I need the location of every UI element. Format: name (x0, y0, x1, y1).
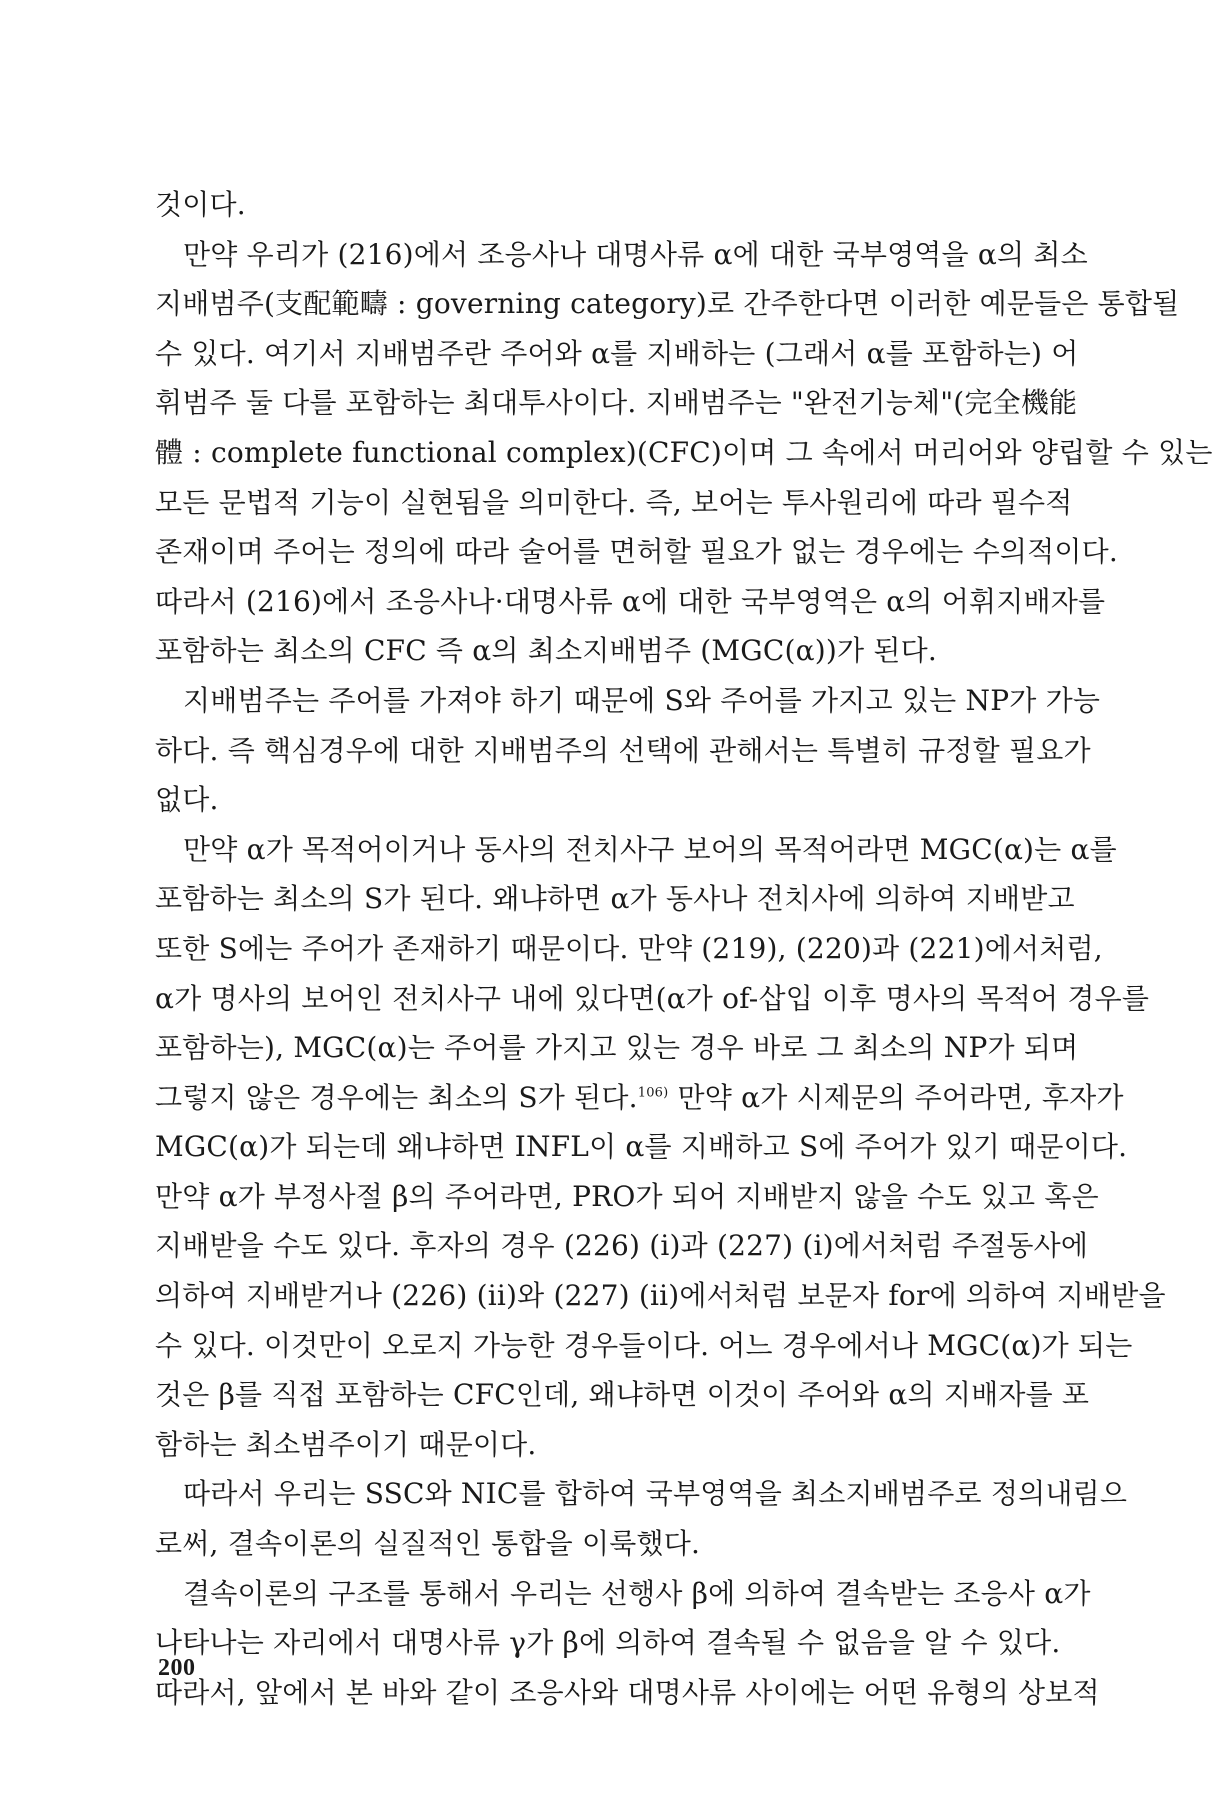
text-line-content: 수 있다. 여기서 지배범주란 주어와 α를 지배하는 (그래서 α를 포함하는) 어 (155, 336, 1079, 370)
text-line-content: 만약 우리가 (216)에서 조응사나 대명사류 α에 대한 국부영역을 α의 최소 (183, 237, 1088, 271)
text-line (155, 1668, 1100, 1718)
text-line-content: 존재이며 주어는 정의에 따라 술어를 면허할 필요가 없는 경우에는 수의적이다. (155, 535, 1118, 569)
text-line (155, 329, 1079, 379)
text-line-content: 따라서 우리는 SSC와 NIC를 합하여 국부영역을 최소지배범주로 정의내림으 (183, 1477, 1128, 1511)
text-line (155, 1519, 1035, 1569)
text-line-content: 지배범주(支配範疇 : governing category)로 간주한다면 이러한 예문들은 통합될 (155, 287, 1180, 321)
text-line (155, 1321, 1133, 1371)
text-line-content: 지배받을 수도 있다. 후자의 경우 (226) (i)과 (227) (i)에서처럼 주절동사에 (155, 1229, 1089, 1263)
text-line (155, 726, 1091, 776)
text-line-content: 포함하는 최소의 CFC 즉 α의 최소지배범주 (MGC(α))가 된다. (155, 634, 937, 668)
text-line-content: 모든 문법적 기능이 실현됨을 의미한다. 즉, 보어는 투사원리에 따라 필수적 (155, 485, 1073, 519)
text-line-content: 따라서, 앞에서 본 바와 같이 조응사와 대명사류 사이에는 어떤 유형의 상보적 (155, 1675, 1100, 1709)
text-line-content: 포함하는 최소의 S가 된다. 왜냐하면 α가 동사나 전치사에 의하여 지배받고 (155, 882, 1075, 916)
text-line (155, 230, 1088, 280)
text-line-content: 없다. (155, 783, 219, 817)
text-line-content: 함하는 최소범주이기 때문이다. (155, 1427, 537, 1461)
text-line-content: 만약 α가 목적어이거나 동사의 전치사구 보어의 목적어라면 MGC(α)는 α를 (183, 832, 1117, 866)
footnote-marker: 106) (637, 1085, 669, 1101)
text-line-content: 의하여 지배받거나 (226) (ii)와 (227) (ii)에서처럼 보문자 for에 의하여 지배받을 (155, 1279, 1166, 1313)
text-line (155, 626, 1035, 676)
text-line (155, 1122, 1128, 1172)
text-line (155, 1569, 1091, 1619)
text-line-content: 나타나는 자리에서 대명사류 γ가 β에 의하여 결속될 수 없음을 알 수 있다. (155, 1626, 1061, 1660)
text-line (155, 1370, 1090, 1420)
text-line (155, 924, 1103, 974)
text-line-content: 것이다. (155, 188, 246, 221)
text-line (155, 180, 1035, 230)
text-line-content: 것은 β를 직접 포함하는 CFC인데, 왜냐하면 이것이 주어와 α의 지배자를 포 (155, 1378, 1090, 1412)
text-line (155, 378, 1078, 428)
text-line (155, 527, 1118, 577)
text-line (155, 279, 1180, 329)
text-line-content: 또한 S에는 주어가 존재하기 때문이다. 만약 (219), (220)과 (221)에서처럼, (155, 931, 1103, 965)
text-line (155, 1271, 1166, 1321)
text-line (155, 1073, 1124, 1123)
text-line-content: 하다. 즉 핵심경우에 대한 지배범주의 선택에 관해서는 특별히 규정할 필요가 (155, 733, 1091, 767)
text-line (155, 1469, 1128, 1519)
text-line-continuation: 만약 α가 시제문의 주어라면, 후자가 (668, 1080, 1124, 1114)
text-line (155, 1023, 1079, 1073)
text-line-content: 휘범주 둘 다를 포함하는 최대투사이다. 지배범주는 "완전기능체"(完全機能 (155, 386, 1078, 420)
text-line-content: 體 : complete functional complex)(CFC)이며 그 속에서 머리어와 양립할 수 있는 (155, 435, 1213, 469)
text-line-content: 지배범주는 주어를 가져야 하기 때문에 S와 주어를 가지고 있는 NP가 가능 (183, 683, 1101, 717)
text-line (155, 775, 1035, 825)
text-line (155, 478, 1073, 528)
text-line-content: 결속이론의 구조를 통해서 우리는 선행사 β에 의하여 결속받는 조응사 α가 (183, 1576, 1091, 1610)
text-line-content: 로써, 결속이론의 실질적인 통합을 이룩했다. (155, 1527, 701, 1561)
text-line-content: MGC(α)가 되는데 왜냐하면 INFL이 α를 지배하고 S에 주어가 있기 때문이다. (155, 1130, 1128, 1164)
text-line (155, 1221, 1089, 1271)
text-line (155, 825, 1117, 875)
text-line-content: 그렇지 않은 경우에는 최소의 S가 된다. (155, 1080, 638, 1114)
text-line-content: 수 있다. 이것만이 오로지 가능한 경우들이다. 어느 경우에서나 MGC(α)가 되는 (155, 1328, 1133, 1362)
text-line-content: 따라서 (216)에서 조응사나·대명사류 α에 대한 국부영역은 α의 어휘지배자를 (155, 584, 1106, 618)
body-text (155, 180, 1213, 1717)
text-line-content: α가 명사의 보어인 전치사구 내에 있다면(α가 of-삽입 이후 명사의 목적어 경우를 (155, 981, 1150, 1015)
text-line (155, 577, 1106, 627)
text-line (155, 1172, 1099, 1222)
text-line (155, 676, 1101, 726)
text-line (155, 874, 1075, 924)
text-line-content: 만약 α가 부정사절 β의 주어라면, PRO가 되어 지배받지 않을 수도 있고 혹은 (155, 1179, 1099, 1213)
text-line (155, 1420, 1035, 1470)
page-number: 200 (158, 1655, 196, 1681)
text-line-content: 포함하는), MGC(α)는 주어를 가지고 있는 경우 바로 그 최소의 NP가 되며 (155, 1031, 1079, 1065)
text-line (155, 428, 1213, 478)
text-line (155, 974, 1150, 1024)
text-line (155, 1618, 1061, 1668)
